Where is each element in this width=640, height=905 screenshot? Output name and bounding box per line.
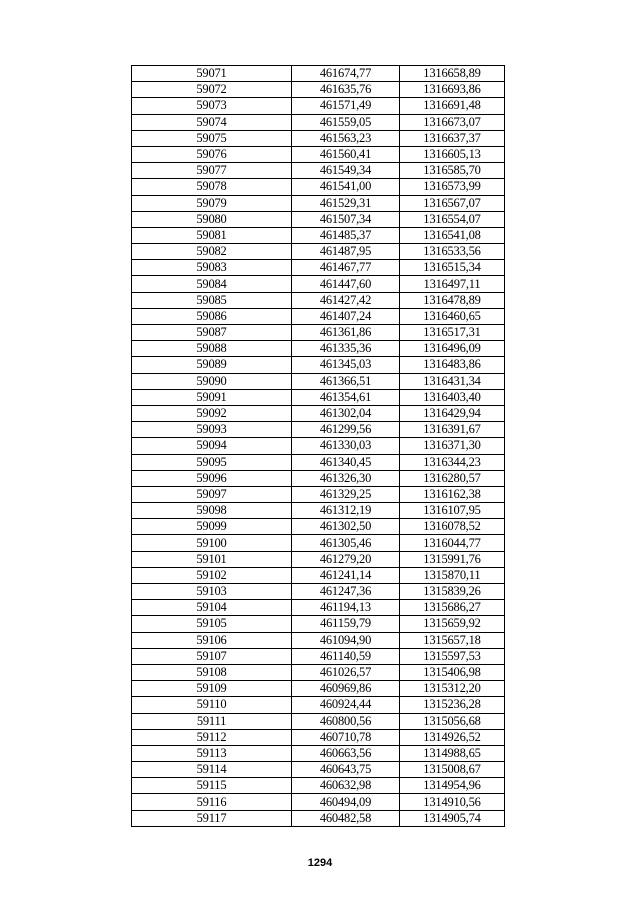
- table-row: [132, 664, 505, 680]
- coordinates-table-body: [132, 66, 505, 827]
- point-number-cell: 59108: [132, 664, 292, 680]
- y-coordinate-cell: 1316496,09: [400, 341, 505, 357]
- point-number-cell: 59114: [132, 762, 292, 778]
- table-row: [132, 503, 505, 519]
- table-row: [132, 341, 505, 357]
- x-coordinate-cell: 460632,98: [292, 778, 400, 794]
- y-coordinate-cell: 1316107,95: [400, 503, 505, 519]
- x-coordinate-cell: 461335,36: [292, 341, 400, 357]
- point-number-cell: 59076: [132, 146, 292, 162]
- x-coordinate-cell: 461485,37: [292, 227, 400, 243]
- table-row: [132, 762, 505, 778]
- point-number-cell: 59092: [132, 405, 292, 421]
- table-row: [132, 454, 505, 470]
- y-coordinate-cell: 1315839,26: [400, 584, 505, 600]
- table-row: [132, 681, 505, 697]
- table-row: [132, 600, 505, 616]
- table-row: [132, 66, 505, 82]
- point-number-cell: 59079: [132, 195, 292, 211]
- point-number-cell: 59085: [132, 292, 292, 308]
- point-number-cell: 59094: [132, 438, 292, 454]
- table-row: [132, 292, 505, 308]
- y-coordinate-cell: 1316483,86: [400, 357, 505, 373]
- x-coordinate-cell: 460494,09: [292, 794, 400, 810]
- point-number-cell: 59089: [132, 357, 292, 373]
- table-row: [132, 794, 505, 810]
- point-number-cell: 59103: [132, 584, 292, 600]
- y-coordinate-cell: 1316554,07: [400, 211, 505, 227]
- point-number-cell: 59102: [132, 567, 292, 583]
- y-coordinate-cell: 1316431,34: [400, 373, 505, 389]
- point-number-cell: 59106: [132, 632, 292, 648]
- table-row: [132, 567, 505, 583]
- point-number-cell: 59080: [132, 211, 292, 227]
- y-coordinate-cell: 1316515,34: [400, 260, 505, 276]
- x-coordinate-cell: 460924,44: [292, 697, 400, 713]
- y-coordinate-cell: 1315659,92: [400, 616, 505, 632]
- table-row: [132, 486, 505, 502]
- y-coordinate-cell: 1314954,96: [400, 778, 505, 794]
- table-row: [132, 373, 505, 389]
- table-row: [132, 729, 505, 745]
- x-coordinate-cell: 461361,86: [292, 325, 400, 341]
- point-number-cell: 59091: [132, 389, 292, 405]
- table-row: [132, 244, 505, 260]
- x-coordinate-cell: 461302,04: [292, 405, 400, 421]
- x-coordinate-cell: 461326,30: [292, 470, 400, 486]
- y-coordinate-cell: 1314926,52: [400, 729, 505, 745]
- point-number-cell: 59093: [132, 422, 292, 438]
- x-coordinate-cell: 461366,51: [292, 373, 400, 389]
- table-row: [132, 778, 505, 794]
- x-coordinate-cell: 460643,75: [292, 762, 400, 778]
- x-coordinate-cell: 461026,57: [292, 664, 400, 680]
- x-coordinate-cell: 461563,23: [292, 130, 400, 146]
- table-row: [132, 438, 505, 454]
- point-number-cell: 59090: [132, 373, 292, 389]
- y-coordinate-cell: 1316078,52: [400, 519, 505, 535]
- point-number-cell: 59101: [132, 551, 292, 567]
- x-coordinate-cell: 461299,56: [292, 422, 400, 438]
- table-row: [132, 163, 505, 179]
- y-coordinate-cell: 1315657,18: [400, 632, 505, 648]
- table-row: [132, 745, 505, 761]
- table-row: [132, 211, 505, 227]
- y-coordinate-cell: 1315597,53: [400, 648, 505, 664]
- point-number-cell: 59096: [132, 470, 292, 486]
- x-coordinate-cell: 461674,77: [292, 66, 400, 82]
- point-number-cell: 59107: [132, 648, 292, 664]
- point-number-cell: 59116: [132, 794, 292, 810]
- point-number-cell: 59109: [132, 681, 292, 697]
- x-coordinate-cell: 461159,79: [292, 616, 400, 632]
- table-row: [132, 584, 505, 600]
- table-row: [132, 357, 505, 373]
- table-row: [132, 260, 505, 276]
- point-number-cell: 59112: [132, 729, 292, 745]
- x-coordinate-cell: 461305,46: [292, 535, 400, 551]
- y-coordinate-cell: 1315991,76: [400, 551, 505, 567]
- x-coordinate-cell: 460482,58: [292, 810, 400, 826]
- table-row: [132, 114, 505, 130]
- table-row: [132, 422, 505, 438]
- point-number-cell: 59081: [132, 227, 292, 243]
- table-row: [132, 713, 505, 729]
- table-row: [132, 648, 505, 664]
- table-row: [132, 325, 505, 341]
- x-coordinate-cell: 461529,31: [292, 195, 400, 211]
- point-number-cell: 59074: [132, 114, 292, 130]
- x-coordinate-cell: 461140,59: [292, 648, 400, 664]
- y-coordinate-cell: 1316573,99: [400, 179, 505, 195]
- x-coordinate-cell: 461507,34: [292, 211, 400, 227]
- point-number-cell: 59095: [132, 454, 292, 470]
- point-number-cell: 59111: [132, 713, 292, 729]
- y-coordinate-cell: 1316541,08: [400, 227, 505, 243]
- y-coordinate-cell: 1316567,07: [400, 195, 505, 211]
- table-row: [132, 551, 505, 567]
- point-number-cell: 59083: [132, 260, 292, 276]
- point-number-cell: 59077: [132, 163, 292, 179]
- x-coordinate-cell: 461330,03: [292, 438, 400, 454]
- point-number-cell: 59087: [132, 325, 292, 341]
- table-row: [132, 405, 505, 421]
- table-row: [132, 519, 505, 535]
- y-coordinate-cell: 1316693,86: [400, 82, 505, 98]
- y-coordinate-cell: 1316162,38: [400, 486, 505, 502]
- table-row: [132, 98, 505, 114]
- x-coordinate-cell: 461447,60: [292, 276, 400, 292]
- x-coordinate-cell: 460710,78: [292, 729, 400, 745]
- y-coordinate-cell: 1316280,57: [400, 470, 505, 486]
- y-coordinate-cell: 1316478,89: [400, 292, 505, 308]
- y-coordinate-cell: 1316429,94: [400, 405, 505, 421]
- table-row: [132, 82, 505, 98]
- table-row: [132, 389, 505, 405]
- y-coordinate-cell: 1314910,56: [400, 794, 505, 810]
- y-coordinate-cell: 1314905,74: [400, 810, 505, 826]
- point-number-cell: 59113: [132, 745, 292, 761]
- table-row: [132, 535, 505, 551]
- point-number-cell: 59117: [132, 810, 292, 826]
- x-coordinate-cell: 461467,77: [292, 260, 400, 276]
- point-number-cell: 59104: [132, 600, 292, 616]
- y-coordinate-cell: 1316371,30: [400, 438, 505, 454]
- x-coordinate-cell: 460663,56: [292, 745, 400, 761]
- y-coordinate-cell: 1315056,68: [400, 713, 505, 729]
- x-coordinate-cell: 461407,24: [292, 308, 400, 324]
- point-number-cell: 59110: [132, 697, 292, 713]
- x-coordinate-cell: 461329,25: [292, 486, 400, 502]
- y-coordinate-cell: 1314988,65: [400, 745, 505, 761]
- y-coordinate-cell: 1316637,37: [400, 130, 505, 146]
- y-coordinate-cell: 1315312,20: [400, 681, 505, 697]
- point-number-cell: 59071: [132, 66, 292, 82]
- point-number-cell: 59100: [132, 535, 292, 551]
- point-number-cell: 59082: [132, 244, 292, 260]
- x-coordinate-cell: 461312,19: [292, 503, 400, 519]
- x-coordinate-cell: 461560,41: [292, 146, 400, 162]
- x-coordinate-cell: 461427,42: [292, 292, 400, 308]
- coordinates-table: [131, 65, 505, 827]
- point-number-cell: 59088: [132, 341, 292, 357]
- point-number-cell: 59097: [132, 486, 292, 502]
- point-number-cell: 59115: [132, 778, 292, 794]
- y-coordinate-cell: 1316344,23: [400, 454, 505, 470]
- x-coordinate-cell: 461194,13: [292, 600, 400, 616]
- point-number-cell: 59098: [132, 503, 292, 519]
- y-coordinate-cell: 1316391,67: [400, 422, 505, 438]
- y-coordinate-cell: 1316044,77: [400, 535, 505, 551]
- table-row: [132, 810, 505, 826]
- table-row: [132, 308, 505, 324]
- x-coordinate-cell: 461571,49: [292, 98, 400, 114]
- x-coordinate-cell: 461354,61: [292, 389, 400, 405]
- x-coordinate-cell: 461247,36: [292, 584, 400, 600]
- x-coordinate-cell: 460969,86: [292, 681, 400, 697]
- table-row: [132, 470, 505, 486]
- x-coordinate-cell: 461340,45: [292, 454, 400, 470]
- table-row: [132, 130, 505, 146]
- x-coordinate-cell: 461559,05: [292, 114, 400, 130]
- point-number-cell: 59084: [132, 276, 292, 292]
- y-coordinate-cell: 1316403,40: [400, 389, 505, 405]
- y-coordinate-cell: 1316517,31: [400, 325, 505, 341]
- x-coordinate-cell: 461094,90: [292, 632, 400, 648]
- y-coordinate-cell: 1316691,48: [400, 98, 505, 114]
- x-coordinate-cell: 461241,14: [292, 567, 400, 583]
- y-coordinate-cell: 1315008,67: [400, 762, 505, 778]
- y-coordinate-cell: 1315870,11: [400, 567, 505, 583]
- y-coordinate-cell: 1316658,89: [400, 66, 505, 82]
- point-number-cell: 59099: [132, 519, 292, 535]
- table-row: [132, 195, 505, 211]
- x-coordinate-cell: 461487,95: [292, 244, 400, 260]
- x-coordinate-cell: 461345,03: [292, 357, 400, 373]
- x-coordinate-cell: 461302,50: [292, 519, 400, 535]
- point-number-cell: 59075: [132, 130, 292, 146]
- point-number-cell: 59086: [132, 308, 292, 324]
- y-coordinate-cell: 1316460,65: [400, 308, 505, 324]
- x-coordinate-cell: 461635,76: [292, 82, 400, 98]
- y-coordinate-cell: 1316533,56: [400, 244, 505, 260]
- y-coordinate-cell: 1316585,70: [400, 163, 505, 179]
- point-number-cell: 59072: [132, 82, 292, 98]
- table-row: [132, 276, 505, 292]
- y-coordinate-cell: 1315236,28: [400, 697, 505, 713]
- x-coordinate-cell: 460800,56: [292, 713, 400, 729]
- table-row: [132, 697, 505, 713]
- table-row: [132, 616, 505, 632]
- page-number: 1294: [307, 857, 333, 869]
- table-row: [132, 632, 505, 648]
- table-row: [132, 146, 505, 162]
- y-coordinate-cell: 1316605,13: [400, 146, 505, 162]
- point-number-cell: 59073: [132, 98, 292, 114]
- point-number-cell: 59105: [132, 616, 292, 632]
- x-coordinate-cell: 461279,20: [292, 551, 400, 567]
- x-coordinate-cell: 461541,00: [292, 179, 400, 195]
- y-coordinate-cell: 1316673,07: [400, 114, 505, 130]
- table-row: [132, 227, 505, 243]
- y-coordinate-cell: 1315686,27: [400, 600, 505, 616]
- y-coordinate-cell: 1316497,11: [400, 276, 505, 292]
- x-coordinate-cell: 461549,34: [292, 163, 400, 179]
- table-row: [132, 179, 505, 195]
- point-number-cell: 59078: [132, 179, 292, 195]
- y-coordinate-cell: 1315406,98: [400, 664, 505, 680]
